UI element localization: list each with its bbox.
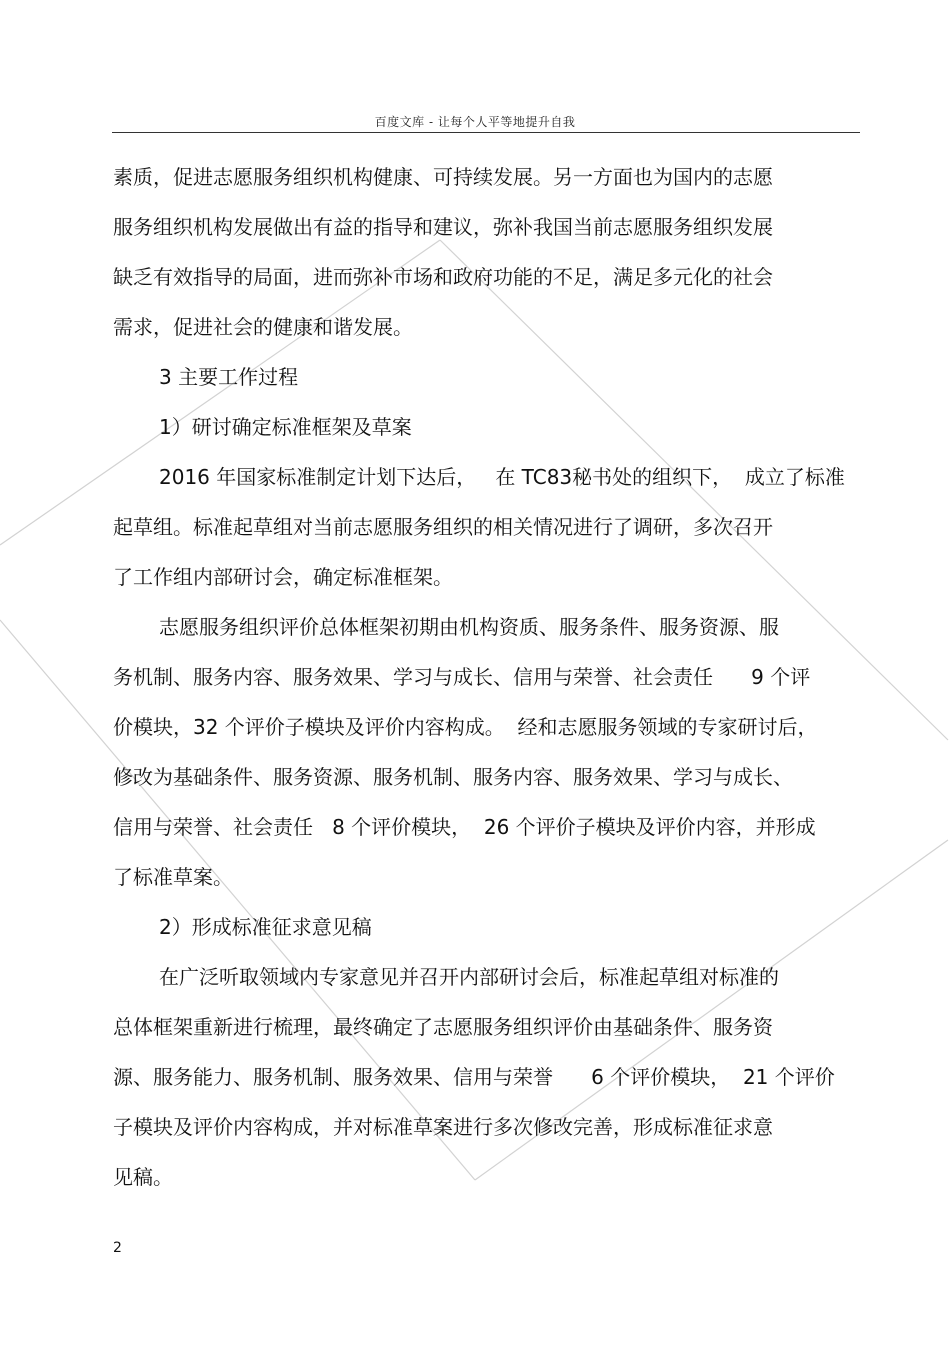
paragraph-line: 总体框架重新进行梳理，最终确定了志愿服务组织评价由基础条件、服务资 [113,1015,773,1039]
paragraph-line: 2016 年国家标准制定计划下达后， 在 TC83秘书处的组织下， 成立了标准 [159,465,845,489]
paragraph-line: 起草组。标准起草组对当前志愿服务组织的相关情况进行了调研，多次召开 [113,515,773,539]
page-number: 2 [113,1240,122,1256]
paragraph-line: 了标准草案。 [113,865,233,889]
section-heading: 3 主要工作过程 [159,365,299,389]
paragraph-line: 需求，促进社会的健康和谐发展。 [113,315,413,339]
paragraph-line: 服务组织机构发展做出有益的指导和建议，弥补我国当前志愿服务组织发展 [113,215,773,239]
header-title: 百度文库 - 让每个人平等地提升自我 [374,115,576,129]
subsection-heading: 1）研讨确定标准框架及草案 [159,415,412,439]
header-divider [112,132,860,133]
paragraph-line: 志愿服务组织评价总体框架初期由机构资质、服务条件、服务资源、服 [159,615,779,639]
paragraph-line: 价模块，32 个评价子模块及评价内容构成。 经和志愿服务领域的专家研讨后， [113,715,818,739]
paragraph-line: 子模块及评价内容构成，并对标准草案进行多次修改完善，形成标准征求意 [113,1115,773,1139]
paragraph-line: 务机制、服务内容、服务效果、学习与成长、信用与荣誉、社会责任 9 个评 [113,665,811,689]
paragraph-line: 在广泛听取领域内专家意见并召开内部研讨会后，标准起草组对标准的 [159,965,779,989]
subsection-heading: 2）形成标准征求意见稿 [159,915,372,939]
paragraph-line: 源、服务能力、服务机制、服务效果、信用与荣誉 6 个评价模块， 21 个评价 [113,1065,835,1089]
paragraph-line: 素质，促进志愿服务组织机构健康、可持续发展。另一方面也为国内的志愿 [113,165,773,189]
paragraph-line: 信用与荣誉、社会责任 8 个评价模块， 26 个评价子模块及评价内容，并形成 [113,815,816,839]
paragraph-line: 缺乏有效指导的局面，进而弥补市场和政府功能的不足，满足多元化的社会 [113,265,773,289]
paragraph-line: 了工作组内部研讨会，确定标准框架。 [113,565,453,589]
paragraph-line: 见稿。 [113,1165,173,1189]
paragraph-line: 修改为基础条件、服务资源、服务机制、服务内容、服务效果、学习与成长、 [113,765,793,789]
